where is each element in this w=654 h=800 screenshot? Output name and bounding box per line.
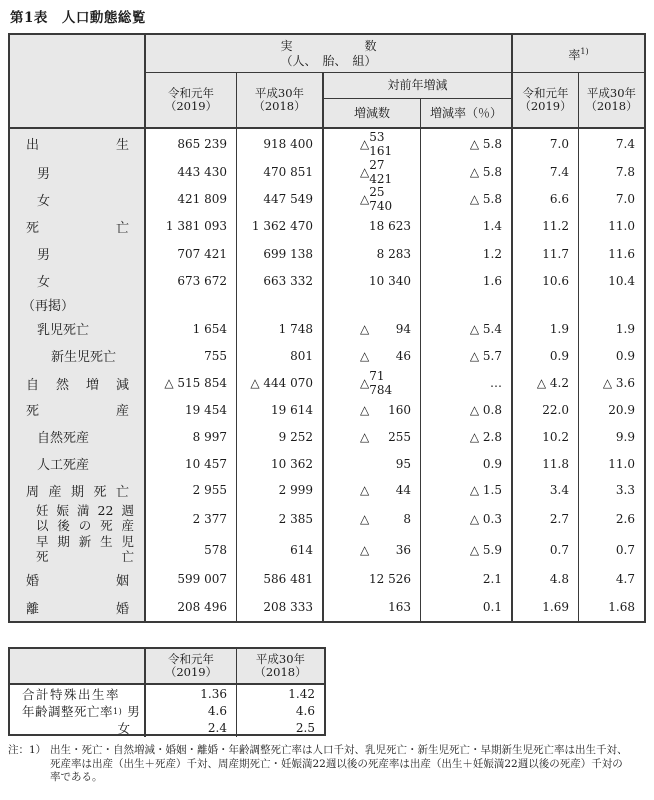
row-label: 男 (10, 240, 146, 267)
cell-value-2019: 1.36 (146, 685, 237, 703)
cell-actual-2019: 8 997 (146, 423, 237, 450)
row-label: 出 生 (10, 129, 146, 158)
stub-header-cell (10, 35, 146, 127)
cell-rate-2019: 11.8 (513, 450, 579, 477)
cell-rate-2019: 0.9 (513, 342, 579, 369)
cell-actual-2018: 586 481 (237, 565, 324, 593)
cell-change-number: 10 340 (324, 267, 421, 294)
row-label: 自然死産 (10, 423, 146, 450)
table-row (10, 342, 644, 369)
cell-rate-2019: 1.9 (513, 315, 579, 342)
cell-actual-2019: 1 381 093 (146, 212, 237, 240)
table-row (10, 158, 644, 185)
summary-stub-header-cell (10, 649, 146, 683)
cell-actual-2019: 707 421 (146, 240, 237, 267)
row-label: 女 (10, 267, 146, 294)
decrease-triangle-symbol: △ (360, 483, 370, 497)
row-label: 死 産 (10, 396, 146, 423)
main-table-header (10, 35, 644, 129)
table-row (10, 719, 324, 734)
cell-change-rate: 1.4 (421, 212, 513, 240)
cell-rate-2018: 11.6 (608, 246, 635, 261)
summary-col-header-2019: 令和元年 （2019） (146, 649, 237, 683)
cell-rate-2019: 10.2 (513, 423, 579, 450)
row-label: 早 期 新 生 児 死 亡 (10, 534, 146, 565)
row-label: 周 産 期 死 亡 (10, 477, 146, 503)
cell-rate-2018 (579, 294, 644, 315)
cell-rate-2019: 7.4 (513, 158, 579, 186)
col-header-actual-2018: 平成30年 （2018） (237, 73, 324, 127)
decrease-triangle-symbol: △ (360, 321, 370, 336)
cell-actual-2018: 663 332 (237, 267, 324, 294)
row-label: 妊 娠 満 22 週 以 後 の 死 産 (10, 503, 146, 534)
cell-change-number: △ 27 421 (324, 158, 421, 186)
cell-change-rate: △ 5.7 (421, 342, 513, 369)
cell-change-rate: △ 5.8 (421, 185, 513, 213)
cell-actual-2018: 2 999 (237, 477, 324, 503)
row-label: （再掲） (10, 294, 146, 315)
cell-change-rate: △ 5.9 (421, 534, 513, 565)
cell-rate-2019: 10.6 (513, 267, 579, 294)
row-label: 自 然 増 減 (10, 369, 146, 397)
cell-rate-2018: 0.7 (615, 542, 635, 557)
cell-actual-2018: 918 400 (237, 129, 324, 158)
cell-rate-2018: 2.6 (615, 511, 635, 526)
cell-rate-2018: 7.8 (615, 165, 635, 179)
cell-actual-2018: 801 (237, 342, 324, 369)
cell-actual-2019: 673 672 (146, 267, 237, 294)
table-row (10, 565, 644, 593)
cell-actual-2019: 1 654 (146, 315, 237, 342)
rate-label: 率$^{1)}$ (568, 47, 589, 62)
cell-rate-2018: 0.9 (615, 348, 635, 363)
table-row (10, 240, 644, 267)
cell-rate-2019: 3.4 (513, 477, 579, 503)
cell-rate-2019: 7.0 (513, 129, 579, 158)
cell-change-number: △ 25 740 (324, 185, 421, 213)
cell-change-number: 163 (324, 593, 421, 621)
cell-actual-2018: 208 333 (237, 593, 324, 621)
cell-rate-2018: 9.9 (615, 429, 635, 444)
table-row (10, 503, 644, 534)
row-label: 死 亡 (10, 212, 146, 240)
table-row (10, 212, 644, 240)
cell-actual-2019: 443 430 (146, 158, 237, 186)
cell-rate-2019 (513, 294, 579, 315)
cell-change-rate: 0.1 (421, 593, 513, 621)
cell-change-rate: 1.2 (421, 240, 513, 267)
cell-actual-2019: 599 007 (146, 565, 237, 593)
cell-actual-2019: 865 239 (146, 129, 237, 158)
cell-rate-2018: △ 3.6 (602, 376, 635, 390)
cell-rate-2018: 7.0 (615, 192, 635, 206)
cell-actual-2019: 19 454 (146, 396, 237, 423)
table-row (10, 423, 644, 450)
cell-value-2018: 4.6 (295, 704, 315, 718)
row-label: 離 婚 (10, 593, 146, 621)
table-row (10, 129, 644, 158)
cell-change-rate (421, 294, 513, 315)
decrease-triangle-symbol: △ (360, 511, 370, 526)
cell-actual-2018: 614 (237, 534, 324, 565)
cell-change-number (324, 294, 421, 315)
cell-actual-2018: 699 138 (237, 240, 324, 267)
table-row (10, 450, 644, 477)
cell-change-number: 8 283 (324, 240, 421, 267)
actual-number-units: （人、 胎、 組） (280, 53, 377, 68)
col-header-yoy-change: 対前年増減 (324, 73, 513, 99)
cell-actual-2019 (146, 294, 237, 315)
table-row (10, 593, 644, 621)
table-row (10, 369, 644, 396)
rate-header (513, 35, 644, 73)
cell-rate-2019: 22.0 (513, 396, 579, 423)
cell-change-number: △ 160 (324, 396, 421, 423)
decrease-triangle-symbol: △ (360, 429, 370, 444)
cell-change-number: 95 (324, 450, 421, 477)
footnote (8, 744, 650, 785)
table-row (10, 185, 644, 212)
row-label: 新生児死亡 (10, 342, 146, 369)
cell-change-number: △ 44 (324, 477, 421, 503)
decrease-triangle-symbol: △ (360, 192, 370, 206)
decrease-triangle-symbol: △ (360, 165, 370, 179)
summary-col-header-2018: 平成30年 （2018） (237, 649, 324, 683)
cell-change-rate: △ 2.8 (421, 423, 513, 450)
cell-actual-2019: 10 457 (146, 450, 237, 477)
page-title: 第1表 人口動態総覧 (10, 10, 146, 26)
col-header-change-rate: 増減率（％） (421, 99, 513, 127)
main-table-body (10, 129, 644, 621)
cell-value-2019: 2.4 (146, 719, 237, 737)
cell-change-number: 12 526 (324, 565, 421, 593)
cell-actual-2018: 470 851 (237, 158, 324, 186)
cell-change-rate: △ 1.5 (421, 477, 513, 503)
table-row (10, 267, 644, 294)
row-label: 女 (10, 719, 146, 737)
cell-actual-2019: 421 809 (146, 185, 237, 213)
decrease-triangle-symbol: △ (360, 402, 370, 417)
cell-rate-2018: 4.7 (615, 572, 635, 586)
cell-change-rate: △ 5.8 (421, 129, 513, 158)
cell-value-2018: 1.42 (288, 687, 315, 701)
col-header-change-number: 増減数 (324, 99, 421, 127)
cell-actual-2018: 19 614 (237, 396, 324, 423)
cell-actual-2018: 9 252 (237, 423, 324, 450)
cell-rate-2018: 1.9 (615, 321, 635, 336)
cell-change-rate: 1.6 (421, 267, 513, 294)
summary-table-body (10, 685, 324, 734)
cell-actual-2018: △ 444 070 (237, 369, 324, 397)
cell-rate-2018: 7.4 (615, 136, 635, 151)
row-label: 男 (10, 158, 146, 186)
row-label: 人工死産 (10, 450, 146, 477)
cell-rate-2018: 10.4 (608, 273, 635, 288)
table-row (10, 477, 644, 503)
cell-change-rate: 2.1 (421, 565, 513, 593)
cell-change-number: △ 8 (324, 503, 421, 534)
row-label: 乳児死亡 (10, 315, 146, 342)
cell-change-rate: △ 0.8 (421, 396, 513, 423)
cell-change-rate: △ 0.3 (421, 503, 513, 534)
cell-change-number: △ 46 (324, 342, 421, 369)
cell-change-rate: △ 5.8 (421, 158, 513, 186)
row-label: 年齢調整死亡率 1) 男 (10, 702, 146, 720)
cell-actual-2019: 755 (146, 342, 237, 369)
cell-change-number: △ 94 (324, 315, 421, 342)
cell-value-2018: 2.5 (295, 721, 315, 735)
cell-actual-2019: 2 955 (146, 477, 237, 503)
cell-change-rate: △ 5.4 (421, 315, 513, 342)
table-row (10, 534, 644, 565)
row-label: 婚 姻 (10, 565, 146, 593)
cell-change-number: △ 36 (324, 534, 421, 565)
cell-actual-2019: 208 496 (146, 593, 237, 621)
actual-number-label: 実 数 (280, 38, 377, 53)
row-label: 合計特殊出生率 (10, 685, 146, 703)
cell-rate-2019: 11.2 (513, 212, 579, 240)
col-header-rate-2019: 令和元年 （2019） (513, 73, 579, 127)
cell-actual-2019: 578 (146, 534, 237, 565)
footnote-body: 出生・死亡・自然増減・婚姻・離婚・年齢調整死亡率は人口千対、乳児死亡・新生児死亡・早期新生児死亡率は出生千対、 死産率は出産（出生＋死産）千対、周産期死亡・妊娠満22週以後の死産率は出産（出生＋妊娠満22週以後の死産）千対の 率である。 (50, 744, 628, 783)
cell-rate-2018: 3.3 (615, 483, 635, 497)
cell-actual-2018 (237, 294, 324, 315)
cell-change-number: 18 623 (324, 212, 421, 240)
cell-change-number: △ 71 784 (324, 369, 421, 397)
table-row (10, 315, 644, 342)
cell-rate-2019: 6.6 (513, 185, 579, 213)
cell-rate-2019: 0.7 (513, 534, 579, 565)
footnote-prefix: 注：1） (8, 744, 47, 756)
row-label: 女 (10, 185, 146, 213)
decrease-triangle-symbol: △ (360, 542, 370, 557)
cell-rate-2018: 20.9 (608, 402, 635, 417)
cell-rate-2019: 1.69 (513, 593, 579, 621)
decrease-triangle-symbol: △ (360, 348, 370, 363)
cell-actual-2018: 1 362 470 (237, 212, 324, 240)
table-row (10, 294, 644, 315)
decrease-triangle-symbol: △ (360, 376, 370, 390)
cell-rate-2019: 4.8 (513, 565, 579, 593)
summary-table (8, 647, 326, 736)
cell-actual-2018: 1 748 (237, 315, 324, 342)
cell-actual-2018: 10 362 (237, 450, 324, 477)
main-table (8, 33, 646, 623)
cell-change-rate: 0.9 (421, 450, 513, 477)
cell-rate-2018: 11.0 (608, 456, 635, 471)
table-row (10, 685, 324, 702)
cell-rate-2018: 11.0 (608, 219, 635, 233)
cell-rate-2019: △ 4.2 (513, 369, 579, 397)
cell-actual-2019: △ 515 854 (146, 369, 237, 397)
cell-rate-2019: 2.7 (513, 503, 579, 534)
cell-change-number: △ 53 161 (324, 129, 421, 158)
decrease-triangle-symbol: △ (360, 136, 370, 151)
col-header-actual-2019: 令和元年 （2019） (146, 73, 237, 127)
cell-actual-2018: 447 549 (237, 185, 324, 213)
cell-change-number: △ 255 (324, 423, 421, 450)
cell-rate-2018: 1.68 (608, 600, 635, 614)
cell-actual-2019: 2 377 (146, 503, 237, 534)
summary-table-header (10, 649, 324, 685)
col-header-rate-2018: 平成30年 （2018） (579, 73, 644, 127)
table-row (10, 396, 644, 423)
cell-value-2019: 4.6 (146, 702, 237, 720)
actual-number-header (146, 35, 513, 73)
cell-change-rate: … (421, 369, 513, 397)
cell-actual-2018: 2 385 (237, 503, 324, 534)
cell-rate-2019: 11.7 (513, 240, 579, 267)
table-row (10, 702, 324, 719)
